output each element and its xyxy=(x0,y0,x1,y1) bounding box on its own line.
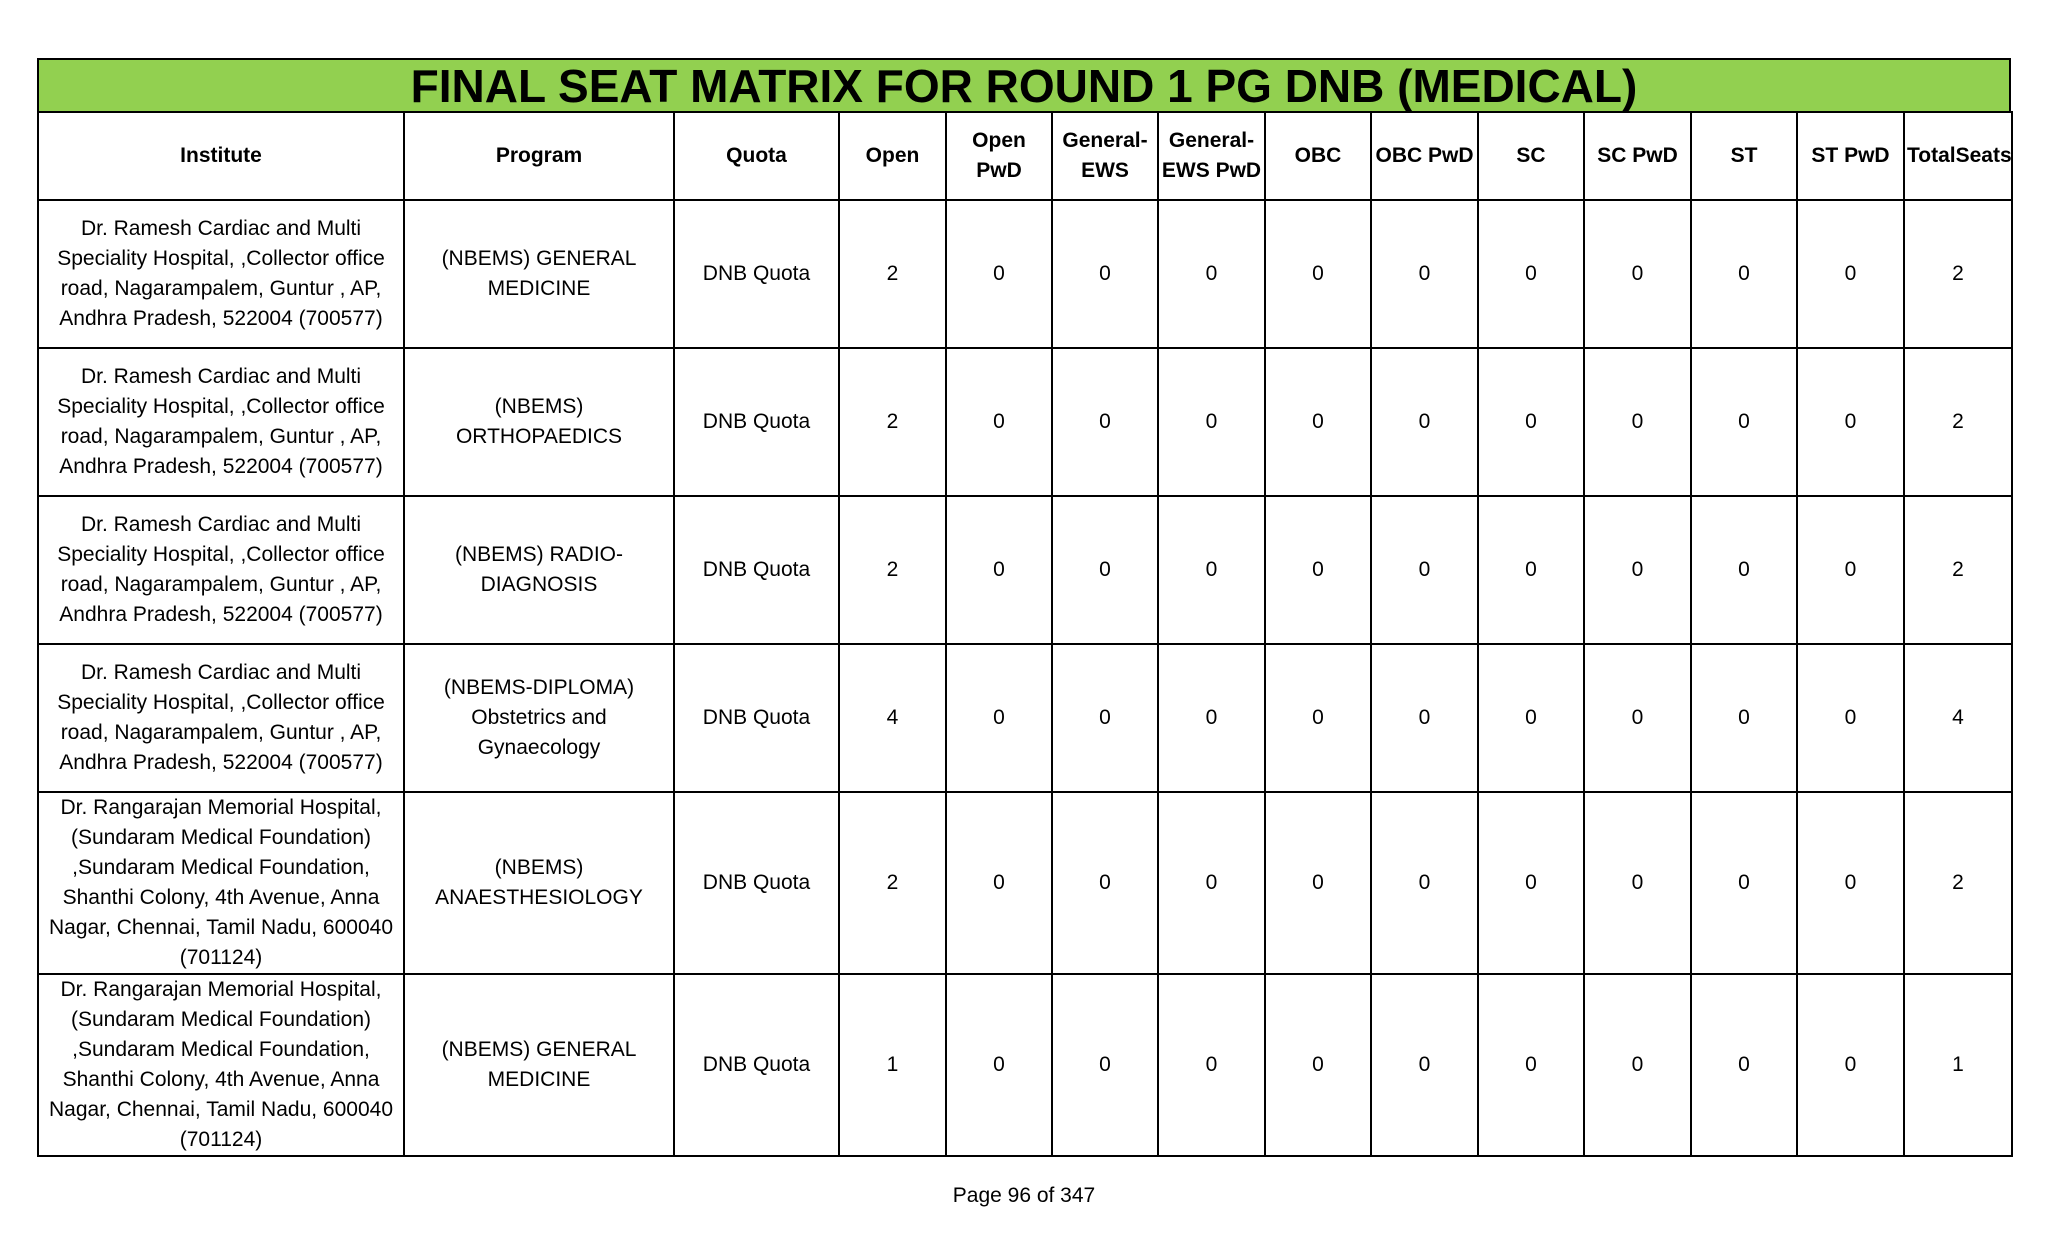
col-header-open-pwd: Open PwD xyxy=(946,112,1052,200)
col-header-institute: Institute xyxy=(38,112,404,200)
cell-sc: 0 xyxy=(1478,644,1584,792)
cell-sc: 0 xyxy=(1478,792,1584,974)
col-header-quota: Quota xyxy=(674,112,839,200)
table-row xyxy=(38,974,2012,1156)
cell-st: 0 xyxy=(1691,974,1797,1156)
table-row xyxy=(38,200,2012,348)
cell-open-pwd: 0 xyxy=(946,496,1052,644)
cell-sc-pwd: 0 xyxy=(1584,792,1691,974)
cell-institute: Dr. Ramesh Cardiac and Multi Speciality Hospital, ,Collector office road, Nagarampalem, Guntur , AP, Andhra Pradesh, 522004 (700577) xyxy=(38,644,404,792)
cell-sc: 0 xyxy=(1478,200,1584,348)
cell-general-ews-pwd: 0 xyxy=(1158,348,1265,496)
cell-institute: Dr. Ramesh Cardiac and Multi Speciality Hospital, ,Collector office road, Nagarampalem, Guntur , AP, Andhra Pradesh, 522004 (700577) xyxy=(38,200,404,348)
cell-program: (NBEMS) ANAESTHESIOLOGY xyxy=(404,792,674,974)
cell-total-seats: 2 xyxy=(1904,792,2012,974)
cell-obc-pwd: 0 xyxy=(1371,644,1478,792)
cell-quota: DNB Quota xyxy=(674,200,839,348)
cell-program: (NBEMS) ORTHOPAEDICS xyxy=(404,348,674,496)
cell-st: 0 xyxy=(1691,348,1797,496)
col-header-st-pwd: ST PwD xyxy=(1797,112,1904,200)
cell-total-seats: 4 xyxy=(1904,644,2012,792)
col-header-sc: SC xyxy=(1478,112,1584,200)
col-header-general-ews-pwd: General-EWS PwD xyxy=(1158,112,1265,200)
cell-general-ews: 0 xyxy=(1052,348,1158,496)
cell-general-ews: 0 xyxy=(1052,792,1158,974)
cell-open-pwd: 0 xyxy=(946,348,1052,496)
seat-matrix-sheet xyxy=(37,58,2011,1157)
table-row xyxy=(38,644,2012,792)
cell-open: 2 xyxy=(839,792,946,974)
cell-st-pwd: 0 xyxy=(1797,200,1904,348)
cell-open-pwd: 0 xyxy=(946,974,1052,1156)
seat-matrix-table xyxy=(37,111,2013,1157)
cell-quota: DNB Quota xyxy=(674,644,839,792)
page-number: Page 96 of 347 xyxy=(952,1184,1096,1207)
cell-sc-pwd: 0 xyxy=(1584,974,1691,1156)
cell-general-ews-pwd: 0 xyxy=(1158,792,1265,974)
cell-program: (NBEMS) GENERAL MEDICINE xyxy=(404,200,674,348)
col-header-sc-pwd: SC PwD xyxy=(1584,112,1691,200)
cell-sc: 0 xyxy=(1478,974,1584,1156)
cell-total-seats: 2 xyxy=(1904,348,2012,496)
col-header-general-ews: General-EWS xyxy=(1052,112,1158,200)
cell-open: 4 xyxy=(839,644,946,792)
cell-quota: DNB Quota xyxy=(674,348,839,496)
cell-open: 1 xyxy=(839,974,946,1156)
cell-obc-pwd: 0 xyxy=(1371,200,1478,348)
col-header-obc-pwd: OBC PwD xyxy=(1371,112,1478,200)
cell-st: 0 xyxy=(1691,792,1797,974)
cell-general-ews: 0 xyxy=(1052,496,1158,644)
cell-st-pwd: 0 xyxy=(1797,792,1904,974)
cell-general-ews-pwd: 0 xyxy=(1158,200,1265,348)
cell-obc-pwd: 0 xyxy=(1371,348,1478,496)
cell-open-pwd: 0 xyxy=(946,200,1052,348)
cell-st-pwd: 0 xyxy=(1797,348,1904,496)
cell-obc: 0 xyxy=(1265,792,1371,974)
cell-institute: Dr. Rangarajan Memorial Hospital, (Sundaram Medical Foundation) ,Sundaram Medical Foundation, Shanthi Colony, 4th Avenue, Anna Nagar, Chennai, Tamil Nadu, 600040 (701124) xyxy=(38,792,404,974)
cell-general-ews-pwd: 0 xyxy=(1158,644,1265,792)
cell-general-ews: 0 xyxy=(1052,644,1158,792)
col-header-st: ST xyxy=(1691,112,1797,200)
cell-total-seats: 2 xyxy=(1904,496,2012,644)
cell-sc-pwd: 0 xyxy=(1584,644,1691,792)
cell-general-ews: 0 xyxy=(1052,200,1158,348)
cell-total-seats: 2 xyxy=(1904,200,2012,348)
col-header-total-seats: TotalSeats xyxy=(1904,112,2012,200)
cell-program: (NBEMS-DIPLOMA) Obstetrics and Gynaecology xyxy=(404,644,674,792)
cell-quota: DNB Quota xyxy=(674,792,839,974)
cell-obc-pwd: 0 xyxy=(1371,974,1478,1156)
cell-open-pwd: 0 xyxy=(946,644,1052,792)
cell-general-ews-pwd: 0 xyxy=(1158,496,1265,644)
cell-sc-pwd: 0 xyxy=(1584,200,1691,348)
cell-program: (NBEMS) GENERAL MEDICINE xyxy=(404,974,674,1156)
cell-institute: Dr. Ramesh Cardiac and Multi Speciality Hospital, ,Collector office road, Nagarampalem, Guntur , AP, Andhra Pradesh, 522004 (700577) xyxy=(38,496,404,644)
cell-open: 2 xyxy=(839,200,946,348)
cell-st-pwd: 0 xyxy=(1797,974,1904,1156)
header-row xyxy=(38,112,2012,200)
cell-st-pwd: 0 xyxy=(1797,644,1904,792)
col-header-obc: OBC xyxy=(1265,112,1371,200)
cell-sc-pwd: 0 xyxy=(1584,348,1691,496)
cell-total-seats: 1 xyxy=(1904,974,2012,1156)
document-title: FINAL SEAT MATRIX FOR ROUND 1 PG DNB (MEDICAL) xyxy=(37,58,2011,113)
cell-sc-pwd: 0 xyxy=(1584,496,1691,644)
cell-obc-pwd: 0 xyxy=(1371,496,1478,644)
cell-st-pwd: 0 xyxy=(1797,496,1904,644)
cell-obc: 0 xyxy=(1265,200,1371,348)
cell-obc: 0 xyxy=(1265,496,1371,644)
cell-sc: 0 xyxy=(1478,348,1584,496)
cell-quota: DNB Quota xyxy=(674,974,839,1156)
cell-open: 2 xyxy=(839,496,946,644)
cell-st: 0 xyxy=(1691,200,1797,348)
cell-quota: DNB Quota xyxy=(674,496,839,644)
cell-open: 2 xyxy=(839,348,946,496)
cell-general-ews: 0 xyxy=(1052,974,1158,1156)
table-row xyxy=(38,792,2012,974)
cell-sc: 0 xyxy=(1478,496,1584,644)
cell-institute: Dr. Ramesh Cardiac and Multi Speciality Hospital, ,Collector office road, Nagarampalem, Guntur , AP, Andhra Pradesh, 522004 (700577) xyxy=(38,348,404,496)
cell-obc-pwd: 0 xyxy=(1371,792,1478,974)
cell-open-pwd: 0 xyxy=(946,792,1052,974)
cell-program: (NBEMS) RADIO-DIAGNOSIS xyxy=(404,496,674,644)
cell-st: 0 xyxy=(1691,496,1797,644)
cell-obc: 0 xyxy=(1265,974,1371,1156)
cell-general-ews-pwd: 0 xyxy=(1158,974,1265,1156)
cell-obc: 0 xyxy=(1265,348,1371,496)
cell-obc: 0 xyxy=(1265,644,1371,792)
cell-institute: Dr. Rangarajan Memorial Hospital, (Sundaram Medical Foundation) ,Sundaram Medical Foundation, Shanthi Colony, 4th Avenue, Anna Nagar, Chennai, Tamil Nadu, 600040 (701124) xyxy=(38,974,404,1156)
table-row xyxy=(38,496,2012,644)
cell-st: 0 xyxy=(1691,644,1797,792)
col-header-open: Open xyxy=(839,112,946,200)
table-row xyxy=(38,348,2012,496)
col-header-program: Program xyxy=(404,112,674,200)
